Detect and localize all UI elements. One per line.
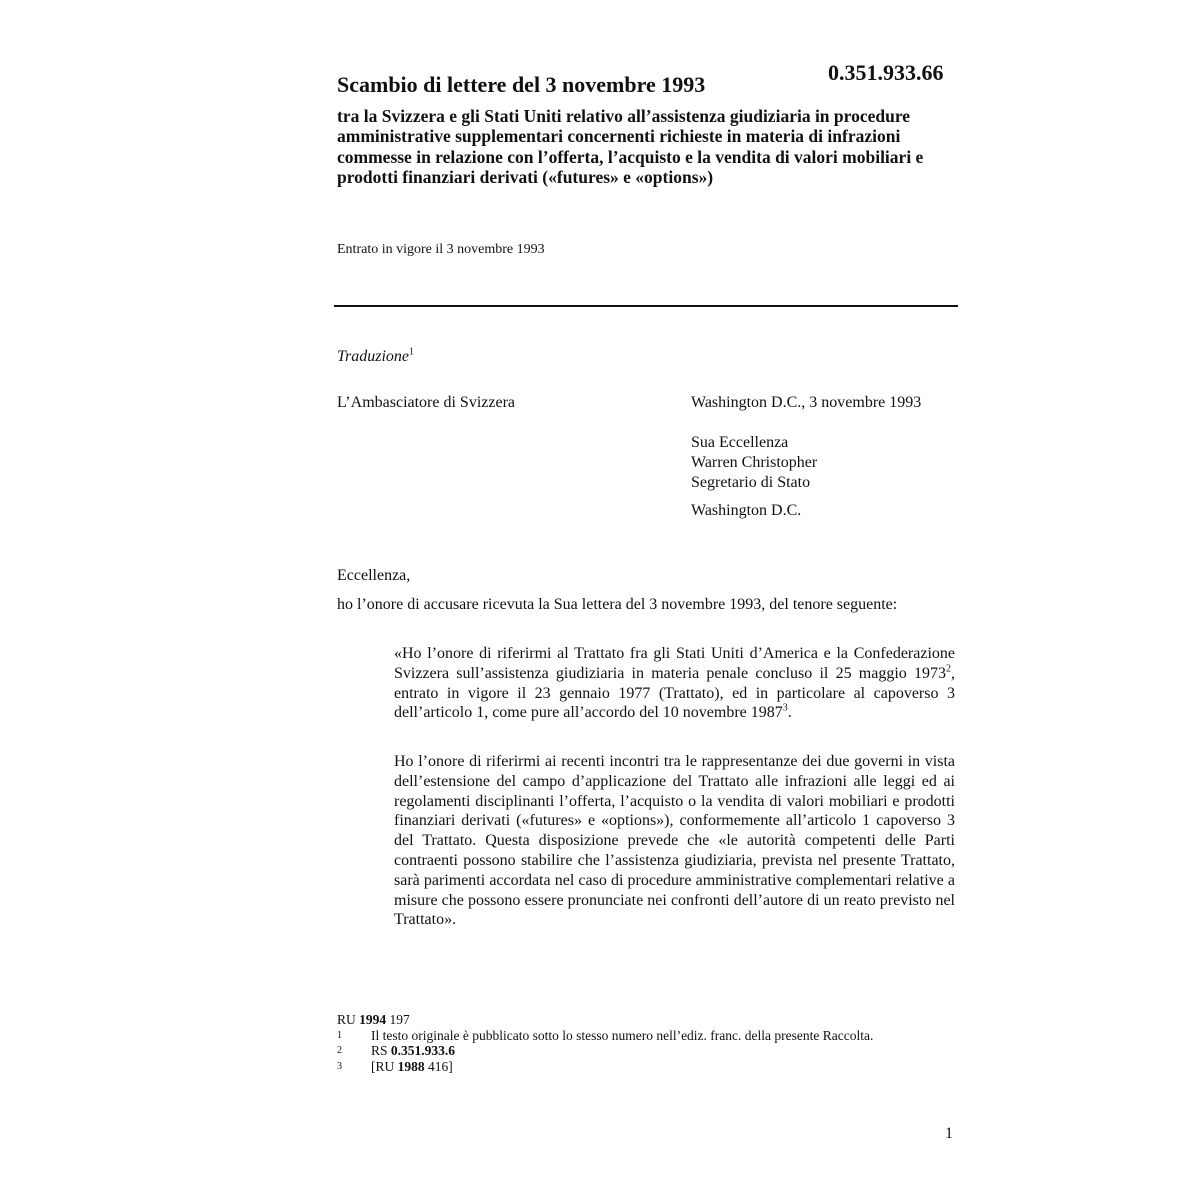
ru-page: 197 xyxy=(389,1012,410,1027)
recipient-city: Washington D.C. xyxy=(691,502,802,519)
page-number: 1 xyxy=(945,1125,953,1142)
quote1-part-b: , entrato in vigore il 23 gennaio 1977 (Trattato), ed in particolare al capoverso 3 dell’articolo 1, come pure all’accordo del 10 novembre 1987 xyxy=(394,664,955,722)
letter-place-date: Washington D.C., 3 novembre 1993 xyxy=(691,394,922,411)
translation-label xyxy=(337,348,414,366)
letter-intro: ho l’onore di accusare ricevuta la Sua lettera del 3 novembre 1993, del tenore seguente: xyxy=(337,596,898,613)
footnote-2-number: 2 xyxy=(337,1045,342,1056)
footnote-1-number: 1 xyxy=(337,1029,342,1041)
quote1-part-c: . xyxy=(787,704,792,722)
footnote-1 xyxy=(337,1028,957,1044)
quoted-paragraph-2: Ho l’onore di riferirmi ai recenti incontri tra le rappresentanze dei due governi in vista dell’estensione del campo d’applicazione del Trattato alle infrazioni alle leggi ed ai regolamenti disciplinanti l’offerta, l’acquisto o la vendita di valori mobiliari e prodotti finanziari derivati («futures» e «options»), conformemente all’articolo 1 capoverso 3 del Trattato. Questa disposizione prevede che «le autorità competenti delle Parti contraenti possono stabilire che l’assistenza giudiziaria, prevista nel presente Trattato, sarà parimenti accordata nel caso di procedure amministrative complementari relative a misure che possono essere pronunciate nei confronti dell’autore di un reato previsto nel Trattato». xyxy=(394,753,955,929)
letter-sender: L’Ambasciatore di Svizzera xyxy=(337,394,516,411)
footnote-2-prefix: RS xyxy=(371,1043,388,1058)
sr-number: 0.351.933.66 xyxy=(828,60,944,85)
footnotes xyxy=(337,1012,957,1074)
ru-prefix: RU xyxy=(337,1012,356,1027)
footnote-2-ref: 0.351.933.6 xyxy=(390,1043,456,1058)
footnote-3-year: 1988 xyxy=(397,1058,425,1074)
translation-text: Traduzione xyxy=(337,348,410,365)
quoted-paragraph-1 xyxy=(394,644,955,723)
footnote-1-text: Il testo originale è pubblicato sotto lo stesso numero nell’ediz. franc. della presente Raccolta. xyxy=(371,1027,874,1043)
footnote-3-close: 416] xyxy=(428,1058,453,1074)
footnote-3-number: 3 xyxy=(337,1060,342,1072)
in-force-date: Entrato in vigore il 3 novembre 1993 xyxy=(337,242,545,257)
footnote-3-text xyxy=(371,1059,957,1075)
letter-recipient xyxy=(691,433,817,493)
document-title: Scambio di lettere del 3 novembre 1993 xyxy=(337,72,706,97)
recipient-title: Segretario di Stato xyxy=(691,474,811,491)
header-divider xyxy=(334,305,958,307)
footnote-ref-1: 1 xyxy=(409,346,415,358)
quote1-part-a: «Ho l’onore di riferirmi al Trattato fra gli Stati Uniti d’America e la Confederazione Svizzera sull’assistenza giudiziaria in materia penale concluso il 25 maggio 1973 xyxy=(394,645,955,682)
footnote-2-text xyxy=(371,1043,957,1059)
recipient-honorific: Sua Eccellenza xyxy=(691,434,789,451)
letter-salutation: Eccellenza, xyxy=(337,567,411,584)
footnote-ref-3: 3 xyxy=(782,703,788,715)
footnote-3 xyxy=(337,1059,957,1075)
footnote-2 xyxy=(337,1043,957,1059)
ru-year: 1994 xyxy=(359,1012,387,1027)
recipient-name: Warren Christopher xyxy=(691,454,818,471)
footnote-3-open: [RU xyxy=(371,1058,395,1074)
footnote-ref-2: 2 xyxy=(946,663,951,675)
document-subtitle: tra la Svizzera e gli Stati Uniti relativo all’assistenza giudiziaria in procedure amministrative supplementari concernenti richieste in materia di infrazioni commesse in relazione con l’offerta, l’acquisto e la vendita di valori mobiliari e prodotti finanziari derivati («futures» e «options») xyxy=(337,106,924,187)
ru-reference xyxy=(337,1012,957,1028)
